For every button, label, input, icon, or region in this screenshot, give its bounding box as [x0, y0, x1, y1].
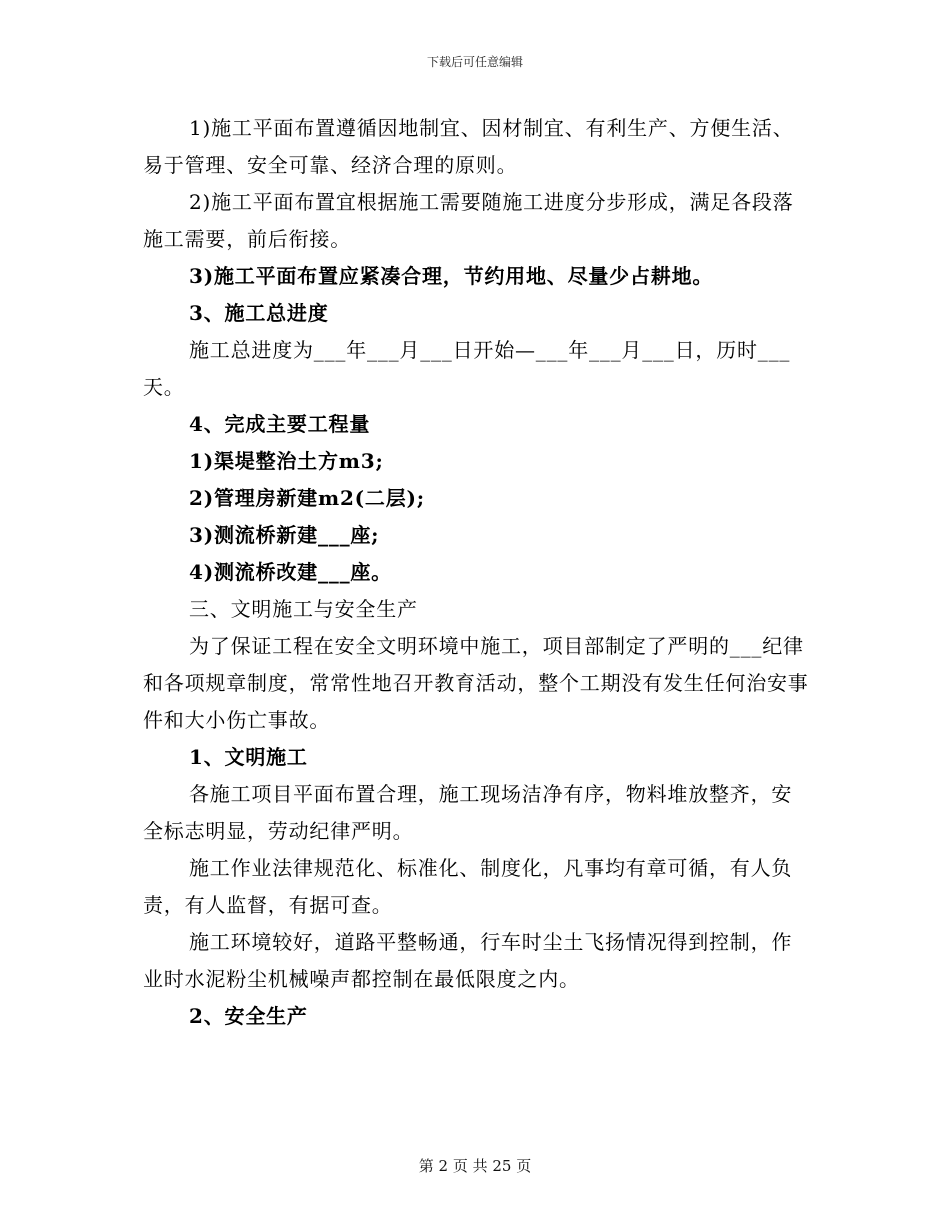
section-heading: 3、施工总进度	[189, 301, 329, 325]
list-item: 4)测流桥改建___座。	[189, 560, 392, 584]
section-heading: 1、文明施工	[189, 745, 308, 769]
paragraph: 2)施工平面布置宜根据施工需要随施工进度分步形成，满足各段落施工需要，前后衔接。	[143, 190, 794, 251]
paragraph: 施工环境较好，道路平整畅通，行车时尘土飞扬情况得到控制，作业时水泥粉尘机械噪声都控制在最低限度之内。	[143, 930, 793, 991]
chapter-heading: 三、文明施工与安全生产	[189, 597, 418, 621]
paragraph: 施工总进度为___年___月___日开始—___年___月___日，历时___天。	[143, 338, 791, 399]
list-item: 2)管理房新建m2(二层);	[189, 486, 425, 510]
paragraph: 3)施工平面布置应紧凑合理，节约用地、尽量少占耕地。	[189, 264, 714, 288]
list-item: 1)渠堤整治土方m3;	[189, 449, 384, 473]
paragraph: 施工作业法律规范化、标准化、制度化，凡事均有章可循，有人负责，有人监督，有据可查。	[143, 856, 793, 917]
list-item: 3)测流桥新建___座;	[189, 523, 380, 547]
paragraph: 为了保证工程在安全文明环境中施工，项目部制定了严明的___纪律和各项规章制度，常常性地召开教育活动，整个工期没有发生任何治安事件和大小伤亡事故。	[143, 634, 809, 732]
paragraph: 1)施工平面布置遵循因地制宜、因材制宜、有利生产、方便生活、易于管理、安全可靠、经济合理的原则。	[143, 116, 794, 177]
paragraph: 各施工项目平面布置合理，施工现场洁净有序，物料堆放整齐，安全标志明显，劳动纪律严明。	[143, 782, 793, 843]
document-body	[143, 110, 810, 1035]
header-note: 下载后可任意编辑	[426, 55, 523, 69]
section-heading: 2、安全生产	[189, 1004, 308, 1028]
page-number: 第 2 页 共 25 页	[418, 1157, 532, 1175]
section-heading: 4、完成主要工程量	[189, 412, 371, 436]
